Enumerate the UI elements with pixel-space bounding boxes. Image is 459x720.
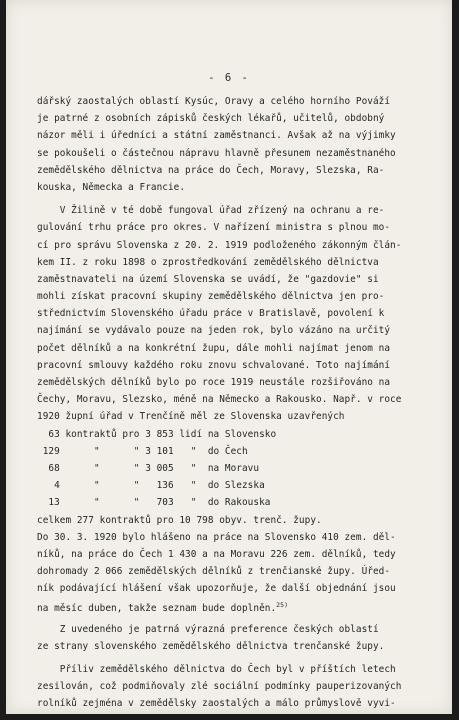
text-line: zemědělských dělníků bylo po roce 1919 neustále rozšiřováno na <box>37 377 391 388</box>
document-page <box>6 0 452 714</box>
text-line: dohromady 2 066 zemědělských dělníků z trenčianské župy. Úřed- <box>37 566 391 578</box>
text-line: gulování trhu práce pro okres. V nařízení ministra s plnou mo- <box>37 222 391 234</box>
body-text <box>37 93 427 713</box>
text-line: níků, na práce do Čech 1 430 a na Moravu 226 zem. dělníků, tedy <box>37 548 396 560</box>
text-line: 13 " " 703 " do Rakouska <box>37 497 271 509</box>
text-line: kem II. z roku 1898 o zprostředkování zemědělského dělnictva <box>37 256 379 268</box>
text-line: na měsíc duben, takže seznam bude doplněn.$^{25)}$ <box>37 601 289 615</box>
text-line: je patrné z osobních zápisků českých lékařů, učitelů, obdobný <box>37 113 385 125</box>
text-line: počet dělníků a na konkrétní župu, dále mohli najímat jenom na <box>37 342 391 354</box>
text-line: kouska, Německa a Francie. <box>37 181 186 193</box>
text-line: ze strany slovenského zemědělského dělnictva trenčanské župy. <box>37 640 385 652</box>
text-line: ník podávající hlášení však upozorňuje, že další objednání jsou <box>37 583 396 595</box>
text-line: 68 " " 3 005 " na Moravu <box>37 462 260 474</box>
text-line: V Žilině v té době fungoval úřad zřízený na ochranu a re- <box>37 205 385 217</box>
text-line: 4 " " 136 " do Slezska <box>37 480 265 492</box>
text-line: Čechy, Moravu, Slezsko, méně na Německo a Rakousko. Např. v roce <box>37 394 402 406</box>
text-line: zesilován, což podmiňovaly zlé sociální podmínky pauperizovaných <box>37 681 402 693</box>
text-line: 129 " " 3 101 " do Čech <box>37 445 248 457</box>
text-line: 1920 župní úřad v Trenčíně měl ze Slovenska uzavřených <box>37 411 345 423</box>
text-line: 63 kontraktů pro 3 853 lidí na Slovensko <box>37 428 277 440</box>
text-line: Příliv zemědělského dělnictva do Čech byl v příštích letech <box>37 664 396 675</box>
text-line: zemědělského dělnictva na práce do Čech, Moravy, Slezska, Ra- <box>37 164 385 176</box>
text-line: střednictvím Slovenského úřadu práce v Bratislavě, povolení k <box>37 308 385 320</box>
text-line: Z uvedeného je patrná výrazná preference českých oblastí <box>37 623 379 635</box>
text-line: názor měli i úředníci a státní zaměstnanci. Avšak až na výjimky <box>37 130 396 142</box>
text-line: se pokoušeli o částečnou nápravu hlavně přesunem nezaměstnaného <box>37 147 396 159</box>
text-line: dářský zaostalých oblastí Kysúc, Oravy a celého horního Pováží <box>37 96 391 107</box>
text-line: pracovní smlouvy každého roku znovu schvalované. Toto najímání <box>37 359 391 371</box>
text-line: najímání se vydávalo pouze na jeden rok, bylo vázáno na určitý <box>37 325 391 337</box>
page-number: - 6 - <box>208 72 250 84</box>
footnote-reference: 25) <box>276 601 289 610</box>
text-line: Do 30. 3. 1920 bylo hlášeno na práce na Slovensko 410 zem. děl- <box>37 531 396 543</box>
text-line: cí pro správu Slovenska z 20. 2. 1919 podloženého zákonným člán- <box>37 239 402 251</box>
text-line: rolníků zejména v zemědělsky zaostalých a málo průmyslově vyvi- <box>37 698 396 710</box>
text-line: mohli získat pracovní skupiny zemědělského dělnictva jen pro- <box>37 291 385 303</box>
text-line: celkem 277 kontraktů pro 10 798 obyv. trenč. župy. <box>37 514 322 526</box>
text-line: zaměstnavateli na území Slovenska se uvádí, že "gazdovie" si <box>37 273 379 285</box>
